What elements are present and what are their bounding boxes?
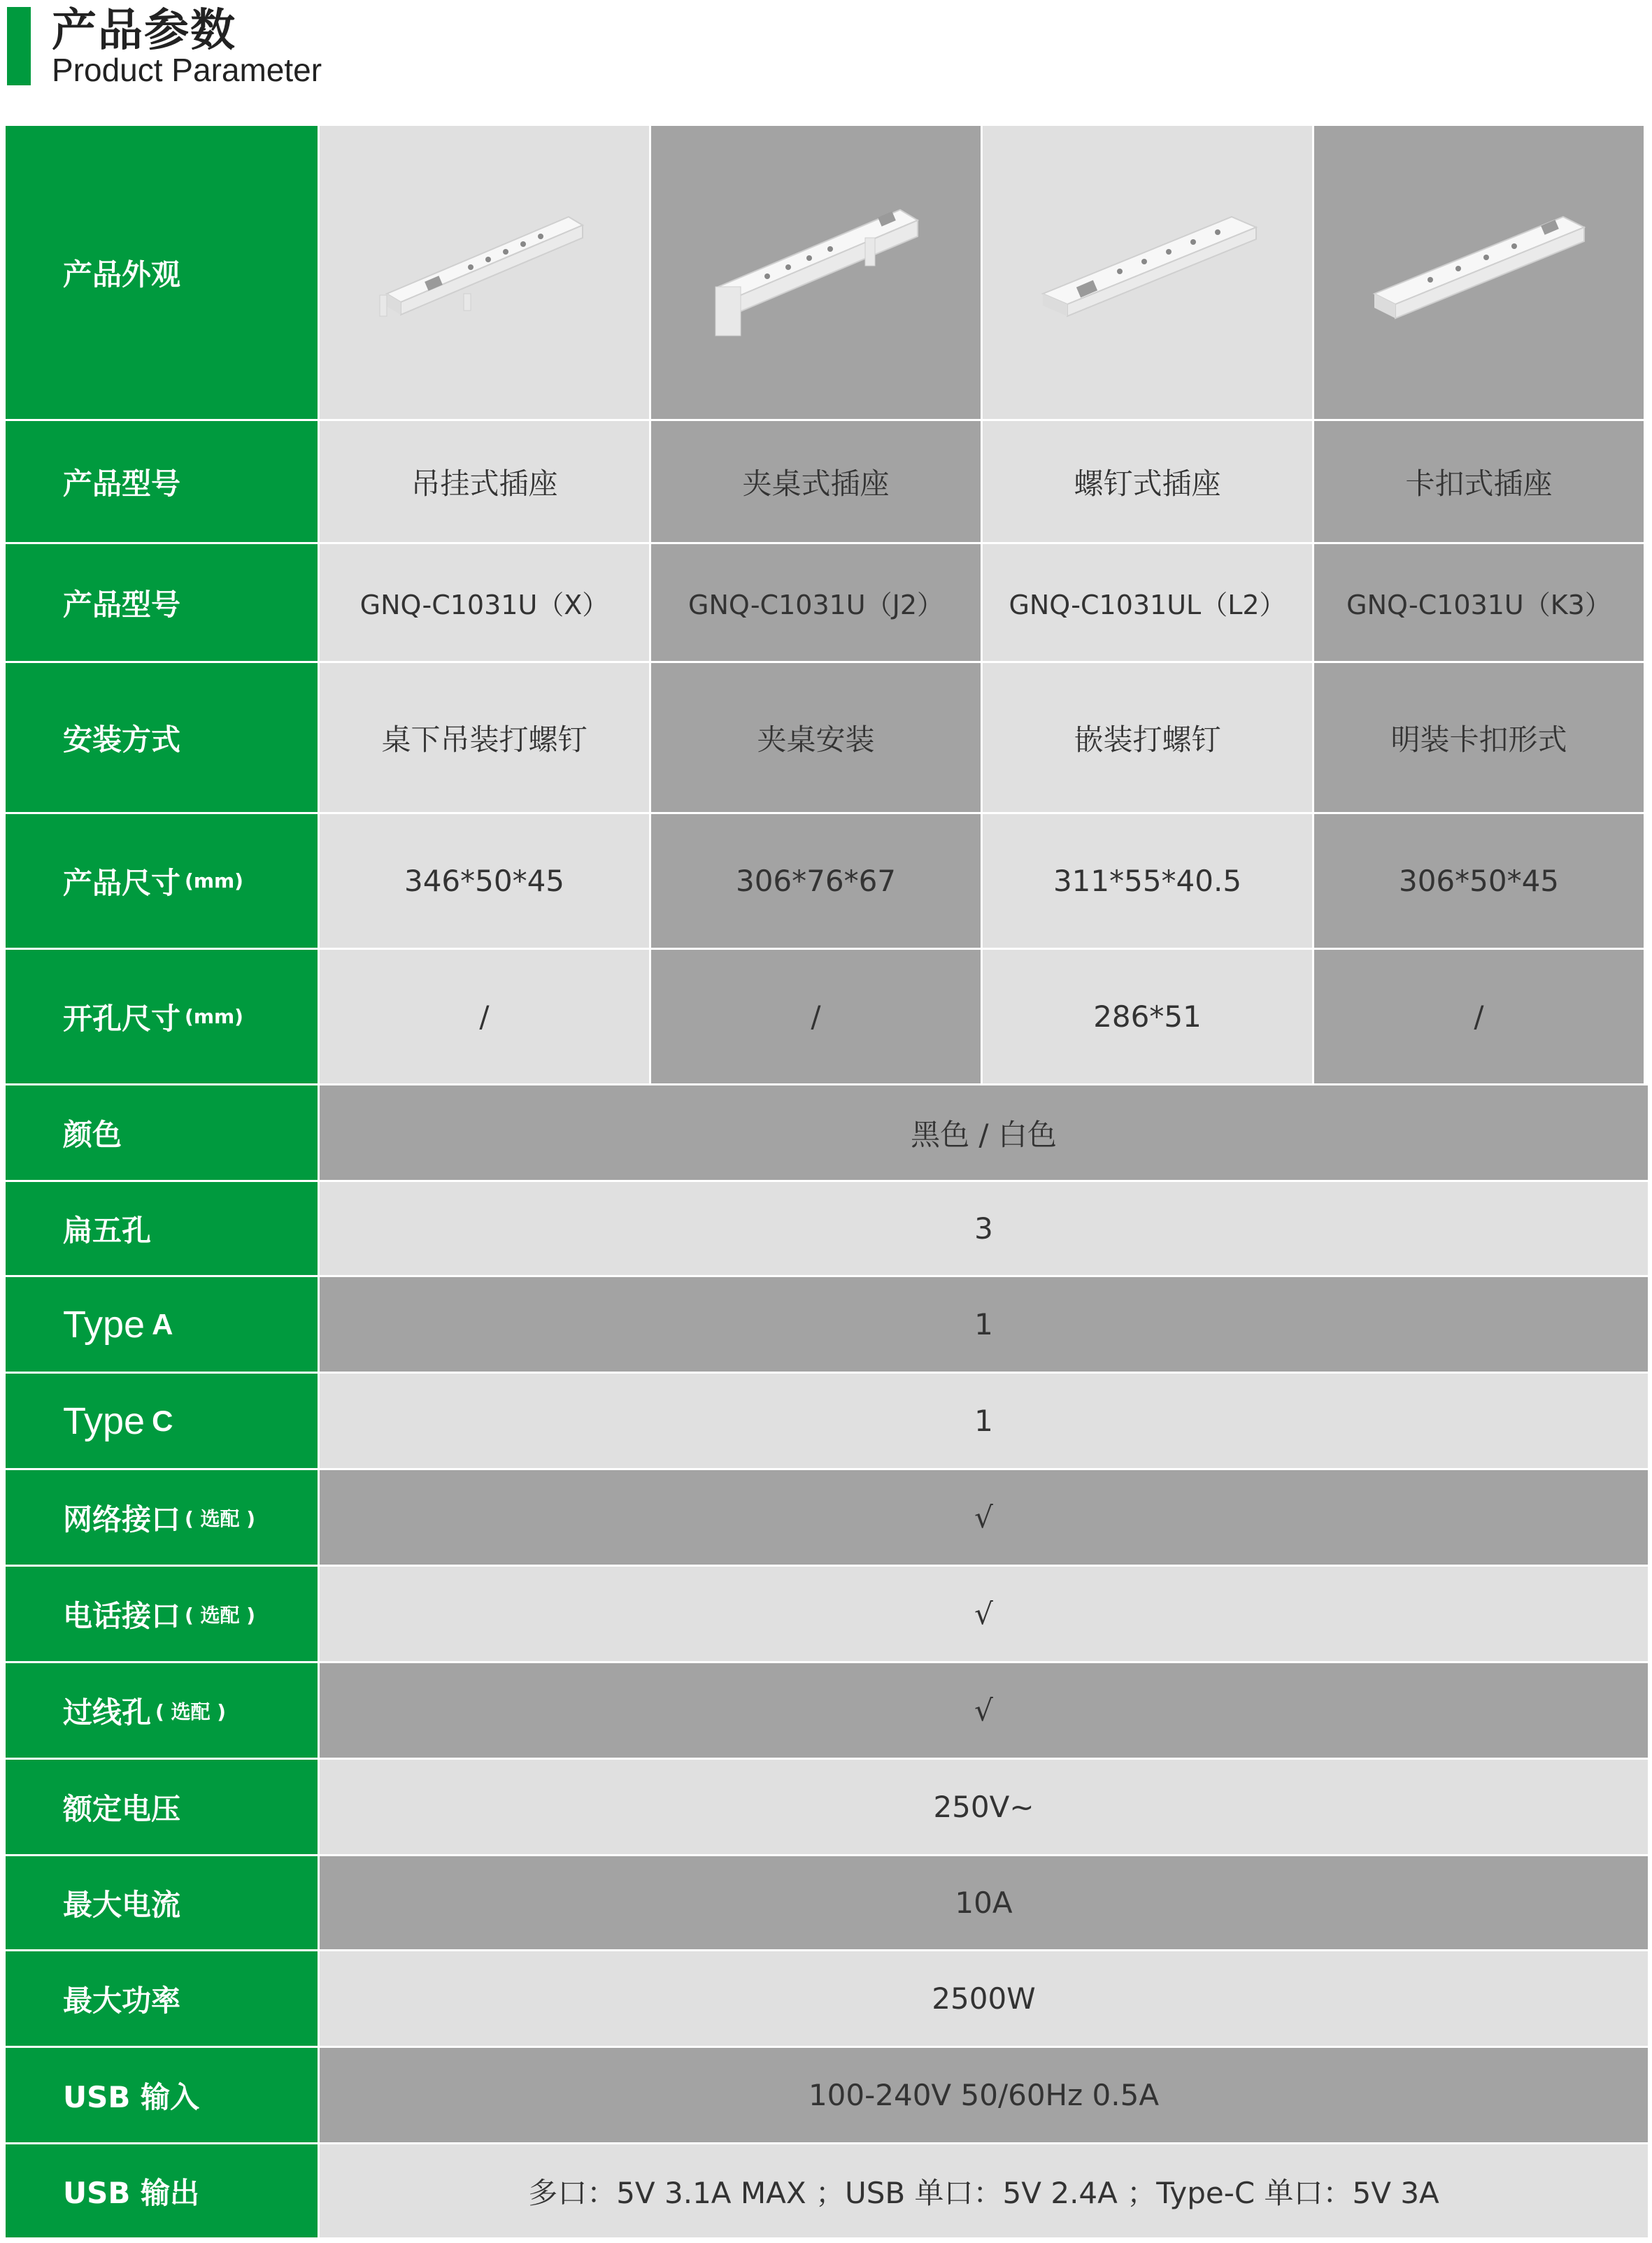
page-header <box>0 0 1652 126</box>
row-label-type-c: Type C <box>6 1374 318 1470</box>
product-image-clamp <box>649 126 981 421</box>
row-label-cable-hole: 过线孔 ( 选配 ) <box>6 1663 318 1760</box>
cell-size-2: 306*76*67 <box>649 814 981 950</box>
row-product-model <box>6 544 1648 663</box>
row-label-type-a: Type A <box>6 1277 318 1374</box>
cell-install-2: 夹桌安装 <box>649 663 981 814</box>
row-label-appearance: 产品外观 <box>6 126 318 421</box>
row-label-rated-voltage: 额定电压 <box>6 1760 318 1856</box>
cell-usb-output: 多口：5V 3.1A MAX ；USB 单口：5V 2.4A ；Type-C 单口：5V 3A <box>318 2144 1648 2240</box>
row-max-current <box>6 1856 1648 1951</box>
row-usb-input <box>6 2048 1648 2144</box>
cell-color: 黑色 / 白色 <box>318 1085 1648 1182</box>
header-accent-bar <box>7 7 31 85</box>
page-subtitle: Product Parameter <box>52 52 322 88</box>
row-type-a <box>6 1277 1648 1374</box>
cell-network-port: √ <box>318 1470 1648 1567</box>
cell-model-2: GNQ-C1031U（J2） <box>649 544 981 663</box>
row-label-product-size: 产品尺寸 (mm) <box>6 814 318 950</box>
cell-install-3: 嵌装打螺钉 <box>981 663 1312 814</box>
row-label-color: 颜色 <box>6 1085 318 1182</box>
cell-model-3: GNQ-C1031UL（L2） <box>981 544 1312 663</box>
cell-usb-input: 100-240V 50/60Hz 0.5A <box>318 2048 1648 2144</box>
row-label-cutout-size: 开孔尺寸 (mm) <box>6 950 318 1085</box>
cell-hole-2: / <box>649 950 981 1085</box>
row-label-usb-output: USB 输出 <box>6 2144 318 2240</box>
row-label-max-power: 最大功率 <box>6 1951 318 2048</box>
cell-size-3: 311*55*40.5 <box>981 814 1312 950</box>
page-title: 产品参数 <box>52 5 236 57</box>
power-strip-screw-icon <box>1022 189 1274 357</box>
row-label-install-method: 安装方式 <box>6 663 318 814</box>
row-cable-hole <box>6 1663 1648 1760</box>
cell-hole-3: 286*51 <box>981 950 1312 1085</box>
cell-rated-voltage: 250V~ <box>318 1760 1648 1856</box>
row-install-method <box>6 663 1648 814</box>
cell-type-3: 螺钉式插座 <box>981 421 1312 544</box>
cell-hole-4: / <box>1312 950 1644 1085</box>
cell-type-4: 卡扣式插座 <box>1312 421 1644 544</box>
row-label-usb-input: USB 输入 <box>6 2048 318 2144</box>
row-label-flat-five-hole: 扁五孔 <box>6 1182 318 1277</box>
power-strip-clip-icon <box>1353 189 1605 357</box>
product-image-clip <box>1312 126 1644 421</box>
row-phone-port <box>6 1567 1648 1663</box>
row-max-power <box>6 1951 1648 2048</box>
row-label-product-type: 产品型号 <box>6 421 318 544</box>
row-label-network-port: 网络接口 ( 选配 ) <box>6 1470 318 1567</box>
cell-hole-1: / <box>318 950 649 1085</box>
cell-cable-hole: √ <box>318 1663 1648 1760</box>
row-label-product-model: 产品型号 <box>6 544 318 663</box>
cell-model-1: GNQ-C1031U（X） <box>318 544 649 663</box>
cell-flat-five-hole: 3 <box>318 1182 1648 1277</box>
row-product-type <box>6 421 1648 544</box>
row-usb-output <box>6 2144 1648 2240</box>
cell-type-c: 1 <box>318 1374 1648 1470</box>
cell-type-a: 1 <box>318 1277 1648 1374</box>
cell-install-4: 明装卡扣形式 <box>1312 663 1644 814</box>
row-rated-voltage <box>6 1760 1648 1856</box>
product-image-hanging <box>318 126 649 421</box>
row-network-port <box>6 1470 1648 1567</box>
row-color <box>6 1085 1648 1182</box>
row-type-c <box>6 1374 1648 1470</box>
row-flat-five-hole <box>6 1182 1648 1277</box>
cell-max-power: 2500W <box>318 1951 1648 2048</box>
cell-phone-port: √ <box>318 1567 1648 1663</box>
row-label-phone-port: 电话接口 ( 选配 ) <box>6 1567 318 1663</box>
cell-model-4: GNQ-C1031U（K3） <box>1312 544 1644 663</box>
cell-size-1: 346*50*45 <box>318 814 649 950</box>
row-product-size <box>6 814 1648 950</box>
power-strip-hanging-icon <box>359 189 611 357</box>
cell-max-current: 10A <box>318 1856 1648 1951</box>
row-label-max-current: 最大电流 <box>6 1856 318 1951</box>
row-cutout-size <box>6 950 1648 1085</box>
cell-size-4: 306*50*45 <box>1312 814 1644 950</box>
cell-type-2: 夹桌式插座 <box>649 421 981 544</box>
cell-install-1: 桌下吊装打螺钉 <box>318 663 649 814</box>
product-image-screw <box>981 126 1312 421</box>
cell-type-1: 吊挂式插座 <box>318 421 649 544</box>
row-appearance <box>6 126 1648 421</box>
power-strip-clamp-icon <box>690 189 942 357</box>
